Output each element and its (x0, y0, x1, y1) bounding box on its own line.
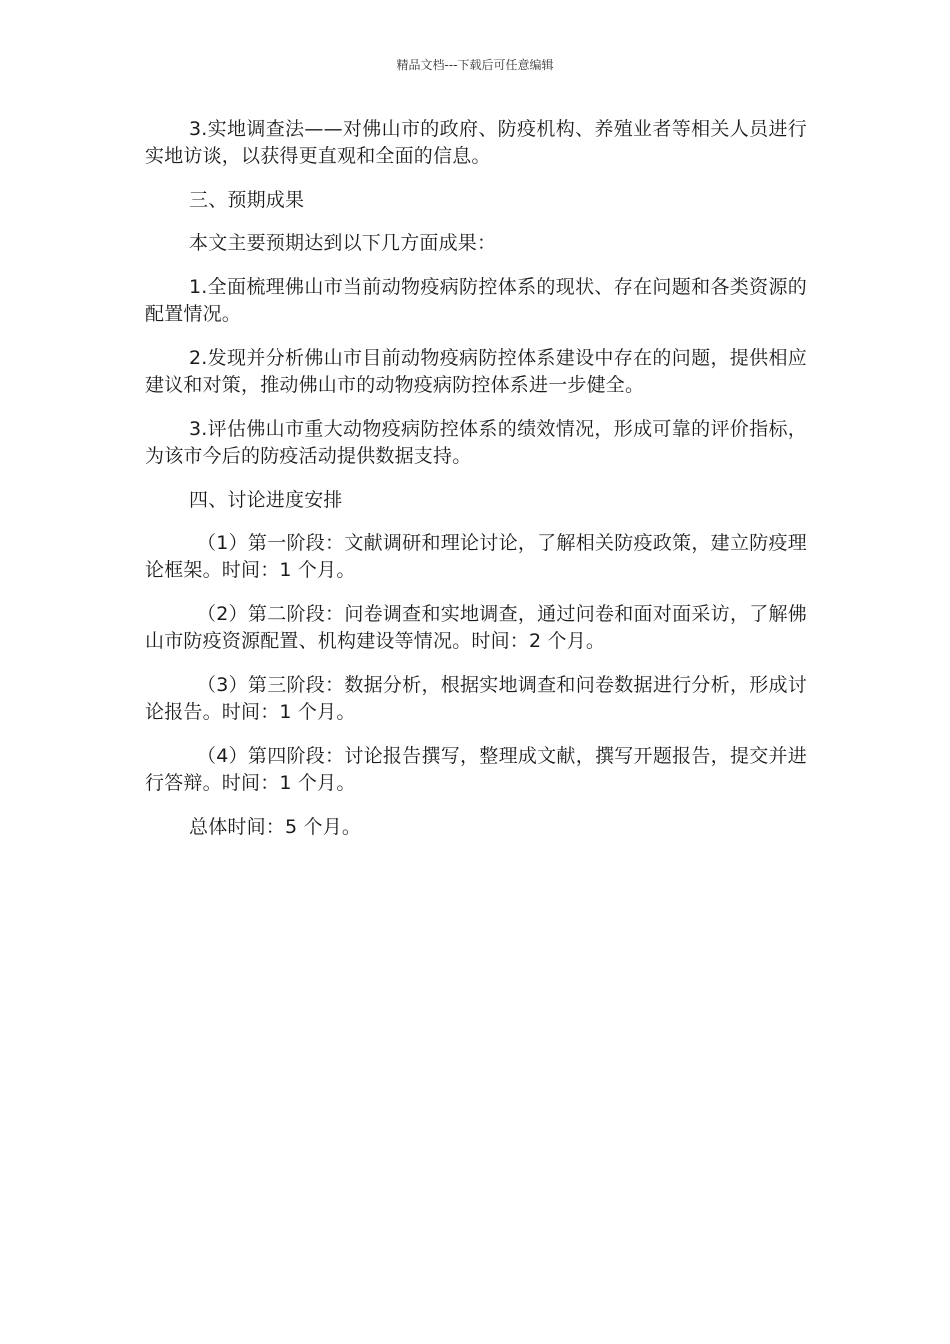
paragraph-stage-1: （1）第一阶段：文献调研和理论讨论，了解相关防疫政策，建立防疫理论框架。时间：1 个月。 (145, 532, 807, 581)
section-heading-expected-results: 三、预期成果 (189, 189, 305, 211)
paragraph-field-survey-method: 3.实地调查法——对佛山市的政府、防疫机构、养殖业者等相关人员进行实地访谈，以获得更直观和全面的信息。 (145, 118, 807, 167)
paragraph-results-intro: 本文主要预期达到以下几方面成果： (189, 232, 497, 254)
paragraph-stage-4: （4）第四阶段：讨论报告撰写，整理成文献，撰写开题报告，提交并进行答辩。时间：1 个月。 (145, 745, 807, 794)
paragraph-total-time: 总体时间：5 个月。 (189, 816, 362, 838)
page-header: 精品文档---下载后可任意编辑 (396, 58, 554, 72)
paragraph-stage-2: （2）第二阶段：问卷调查和实地调查，通过问卷和面对面采访，了解佛山市防疫资源配置、机构建设等情况。时间：2 个月。 (145, 603, 807, 652)
paragraph-stage-3: （3）第三阶段：数据分析，根据实地调查和问卷数据进行分析，形成讨论报告。时间：1 个月。 (145, 674, 807, 723)
paragraph-result-2: 2.发现并分析佛山市目前动物疫病防控体系建设中存在的问题，提供相应建议和对策，推动佛山市的动物疫病防控体系进一步健全。 (145, 347, 807, 396)
paragraph-result-3: 3.评估佛山市重大动物疫病防控体系的绩效情况，形成可靠的评价指标，为该市今后的防疫活动提供数据支持。 (145, 418, 807, 467)
document-body (145, 116, 807, 858)
paragraph-result-1: 1.全面梳理佛山市当前动物疫病防控体系的现状、存在问题和各类资源的配置情况。 (145, 276, 807, 325)
section-heading-schedule: 四、讨论进度安排 (189, 489, 343, 511)
